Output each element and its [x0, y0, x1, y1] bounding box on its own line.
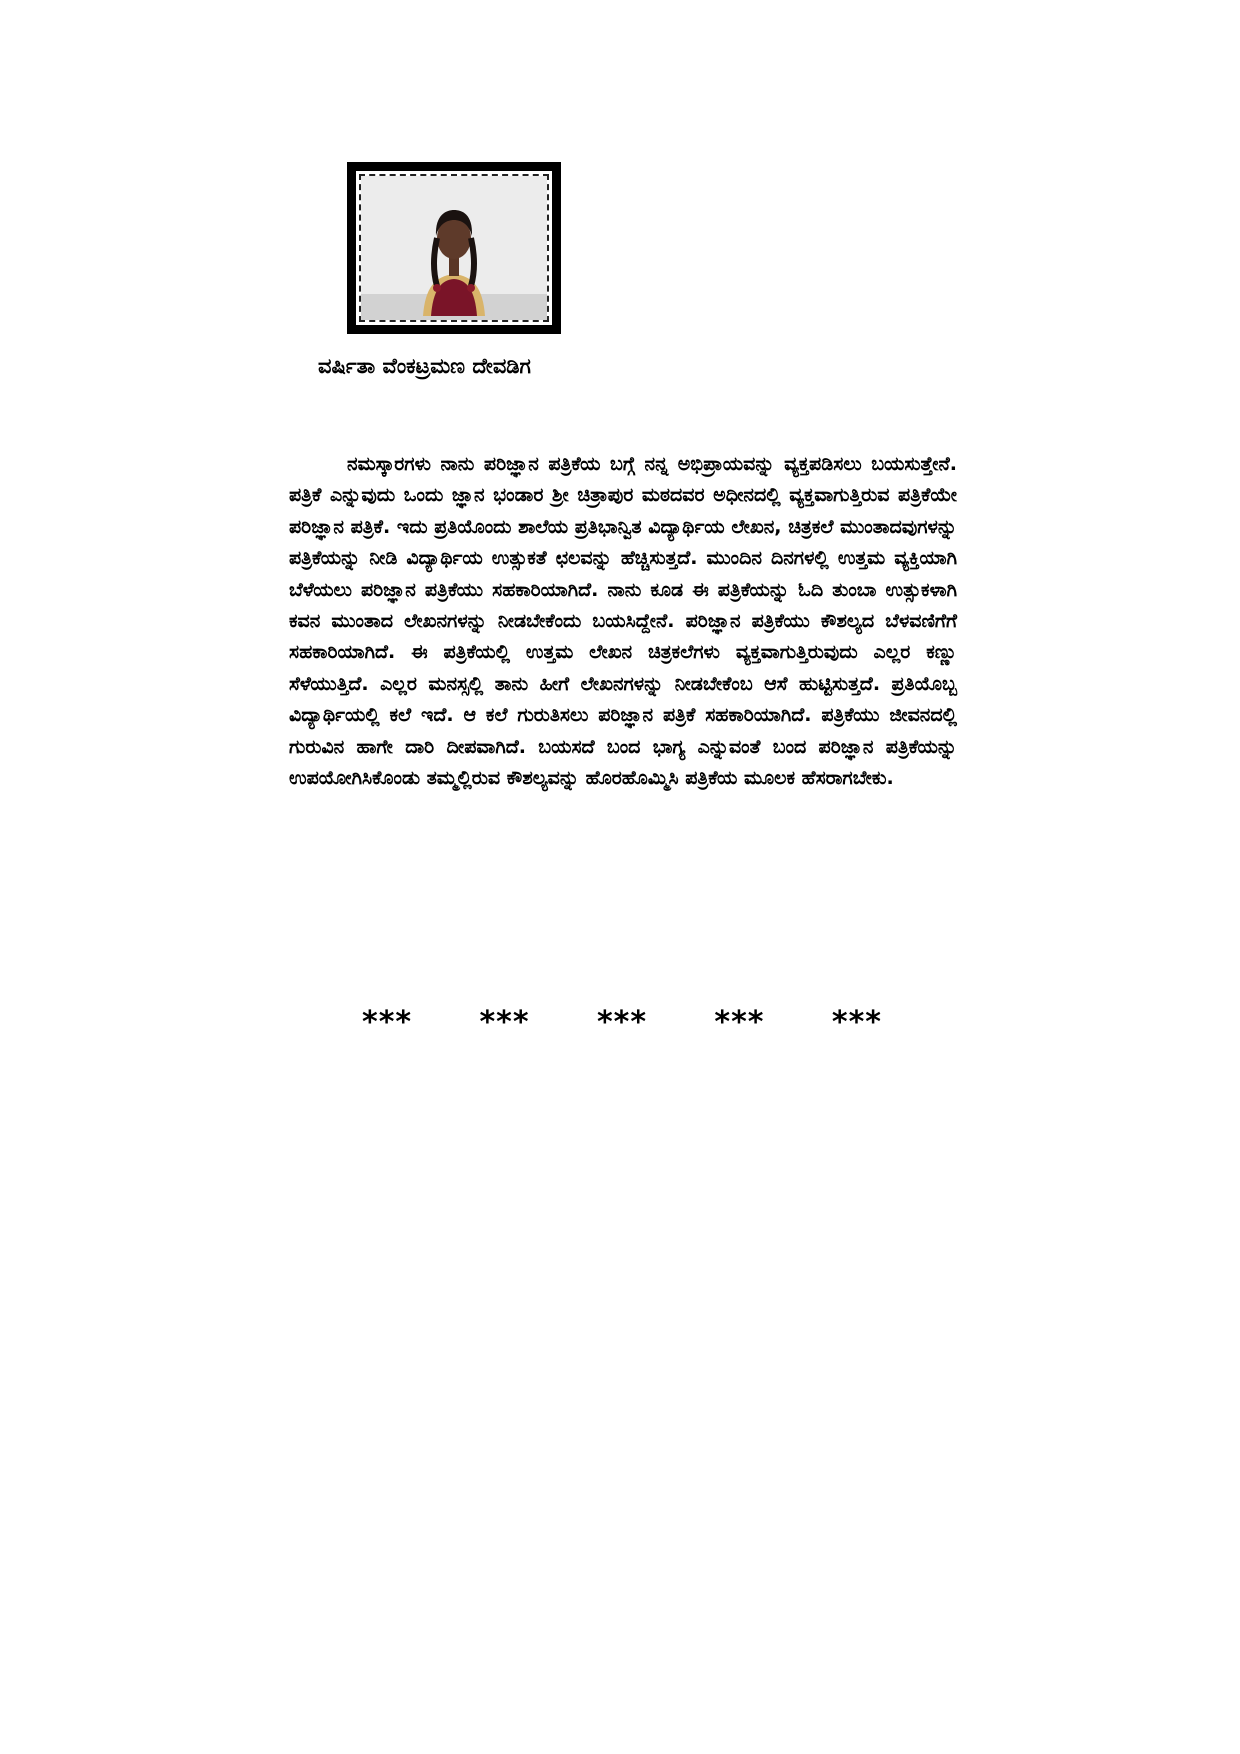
photo-frame: [347, 162, 561, 334]
photo-mat: [356, 171, 552, 325]
separator-mark: ***: [831, 1004, 882, 1040]
separator-mark: ***: [362, 1004, 413, 1040]
photo-ribbon-right: [467, 284, 475, 292]
section-separator: [362, 1002, 882, 1042]
letter-body: ನಮಸ್ಕಾರಗಳು ನಾನು ಪರಿಜ್ಞಾನ ಪತ್ರಿಕೆಯ ಬಗ್ಗೆ ನನ್ನ ಅಭಿಪ್ರಾಯವನ್ನು ವ್ಯಕ್ತಪಡಿಸಲು ಬಯಸುತ್ತೇನೆ. ಪತ್ರಿಕೆ ಎನ್ನುವುದು ಒಂದು ಜ್ಞಾನ ಭಂಡಾರ ಶ್ರೀ ಚಿತ್ರಾಪುರ ಮಠದವರ ಅಧೀನದಲ್ಲಿ ವ್ಯಕ್ತವಾಗುತ್ತಿರುವ ಪತ್ರಿಕೆಯೇ ಪರಿಜ್ಞಾನ ಪತ್ರಿಕೆ. ಇದು ಪ್ರತಿಯೊಂದು ಶಾಲೆಯ ಪ್ರತಿಭಾನ್ವಿತ ವಿದ್ಯಾರ್ಥಿಯ ಲೇಖನ, ಚಿತ್ರಕಲೆ ಮುಂತಾದವುಗಳನ್ನು ಪತ್ರಿಕೆಯನ್ನು ನೀಡಿ ವಿದ್ಯಾರ್ಥಿಯ ಉತ್ಸುಕತೆ ಛಲವನ್ನು ಹೆಚ್ಚಿಸುತ್ತದೆ. ಮುಂದಿನ ದಿನಗಳಲ್ಲಿ ಉತ್ತಮ ವ್ಯಕ್ತಿಯಾಗಿ ಬೆಳೆಯಲು ಪರಿಜ್ಞಾನ ಪತ್ರಿಕೆಯು ಸಹಕಾರಿಯಾಗಿದೆ. ನಾನು ಕೂಡ ಈ ಪತ್ರಿಕೆಯನ್ನು ಓದಿ ತುಂಬಾ ಉತ್ಸುಕಳಾಗಿ ಕವನ ಮುಂತಾದ ಲೇಖನಗಳನ್ನು ನೀಡಬೇಕೆಂದು ಬಯಸಿದ್ದೇನೆ. ಪರಿಜ್ಞಾನ ಪತ್ರಿಕೆಯು ಕೌಶಲ್ಯದ ಬೆಳವಣಿಗೆಗೆ ಸಹಕಾರಿಯಾಗಿದೆ. ಈ ಪತ್ರಿಕೆಯಲ್ಲಿ ಉತ್ತಮ ಲೇಖನ ಚಿತ್ರಕಲೆಗಳು ವ್ಯಕ್ತವಾಗುತ್ತಿರುವುದು ಎಲ್ಲರ ಕಣ್ಣು ಸೆಳೆಯುತ್ತಿದೆ. ಎಲ್ಲರ ಮನಸ್ಸಲ್ಲಿ ತಾನು ಹೀಗೆ ಲೇಖನಗಳನ್ನು ನೀಡಬೇಕೆಂಬ ಆಸೆ ಹುಟ್ಟಿಸುತ್ತದೆ. ಪ್ರತಿಯೊಬ್ಬ ವಿದ್ಯಾರ್ಥಿಯಲ್ಲಿ ಕಲೆ ಇದೆ. ಆ ಕಲೆ ಗುರುತಿಸಲು ಪರಿಜ್ಞಾನ ಪತ್ರಿಕೆ ಸಹಕಾರಿಯಾಗಿದೆ. ಪತ್ರಿಕೆಯು ಜೀವನದಲ್ಲಿ ಗುರುವಿನ ಹಾಗೇ ದಾರಿ ದೀಪವಾಗಿದೆ. ಬಯಸದೆ ಬಂದ ಭಾಗ್ಯ ಎನ್ನುವಂತೆ ಬಂದ ಪರಿಜ್ಞಾನ ಪತ್ರಿಕೆಯನ್ನು ಉಪಯೋಗಿಸಿಕೊಂಡು ತಮ್ಮಲ್ಲಿರುವ ಕೌಶಲ್ಯವನ್ನು ಹೊರಹೊಮ್ಮಿಸಿ ಪತ್ರಿಕೆಯ ಮೂಲಕ ಹೆಸರಾಗಬೇಕು.: [289, 453, 957, 790]
photo-ribbon-left: [433, 284, 441, 292]
photo-caption: ವರ್ಷಿತಾ ವೆಂಕಟ್ರಮಣ ದೇವಡಿಗ: [318, 354, 531, 378]
student-photo: [361, 176, 547, 320]
photo-braid-left: [434, 238, 437, 286]
photo-braid-right: [471, 238, 474, 286]
separator-mark: ***: [479, 1004, 530, 1040]
separator-mark: ***: [596, 1004, 648, 1040]
separator-mark: ***: [714, 1004, 765, 1040]
student-portrait-image: [361, 176, 547, 320]
